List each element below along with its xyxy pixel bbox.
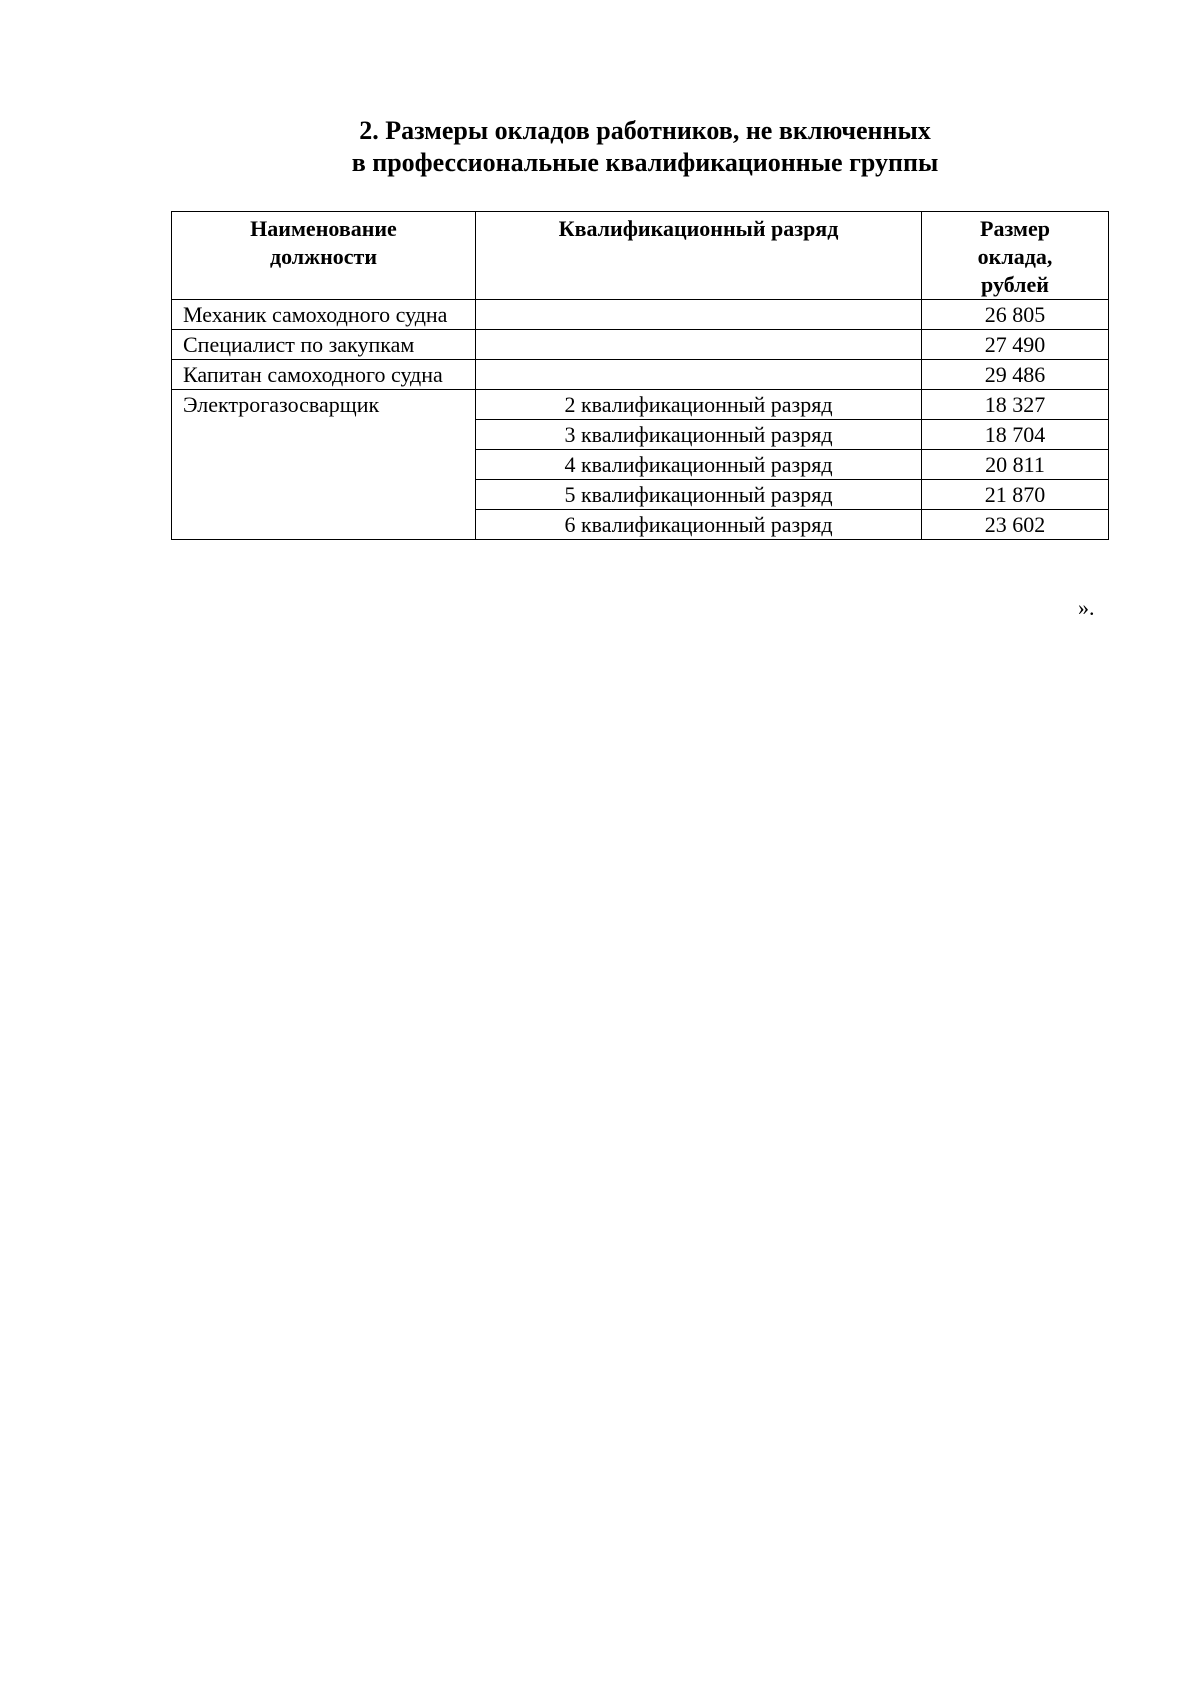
heading-line-2: в профессиональные квалификационные группы [351,148,939,177]
heading-line-1: 2. Размеры окладов работников, не включенных [359,116,931,145]
header-position: Наименование должности [172,212,476,300]
table-header-row [172,212,1109,300]
salary-cell: 18 704 [922,420,1109,450]
section-heading [0,115,1200,179]
grade-cell: 5 квалификационный разряд [476,480,922,510]
header-salary: Размер оклада, рублей [922,212,1109,300]
position-cell: Механик самоходного судна [172,300,476,330]
salary-cell: 23 602 [922,510,1109,540]
grade-cell [476,330,922,360]
salary-cell: 20 811 [922,450,1109,480]
salary-cell: 29 486 [922,360,1109,390]
grade-cell: 2 квалификационный разряд [476,390,922,420]
grade-cell: 4 квалификационный разряд [476,450,922,480]
table-row [172,360,1109,390]
salary-cell: 27 490 [922,330,1109,360]
closing-quote: ». [1078,595,1095,620]
header-grade: Квалификационный разряд [476,212,922,300]
salary-cell: 21 870 [922,480,1109,510]
grade-cell: 3 квалификационный разряд [476,420,922,450]
grade-cell: 6 квалификационный разряд [476,510,922,540]
table-row [172,330,1109,360]
table-row [172,300,1109,330]
grade-cell [476,300,922,330]
position-cell: Электрогазосварщик [172,390,476,540]
grade-cell [476,360,922,390]
salary-table [171,211,1109,540]
position-cell: Специалист по закупкам [172,330,476,360]
salary-cell: 26 805 [922,300,1109,330]
position-cell: Капитан самоходного судна [172,360,476,390]
table-row [172,390,1109,420]
salary-cell: 18 327 [922,390,1109,420]
